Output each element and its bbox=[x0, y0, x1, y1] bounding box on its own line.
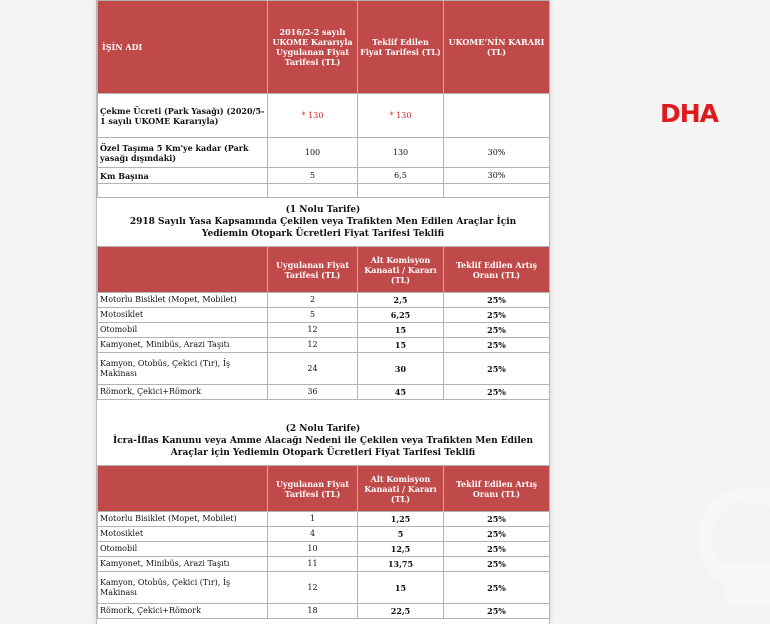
tariff-1-table bbox=[97, 246, 550, 400]
dha-logo: DHA bbox=[660, 99, 719, 128]
table-row bbox=[98, 353, 550, 385]
table-row bbox=[98, 94, 550, 138]
tariff-1-line-2: Yediemin Otopark Ücretleri Fiyat Tarifesi Teklifi bbox=[201, 229, 445, 239]
cell-value: 13,75 bbox=[358, 557, 444, 572]
header-cell: Uygulanan Fiyat Tarifesi (TL) bbox=[268, 466, 358, 512]
cell-value: 25% bbox=[444, 527, 550, 542]
header-cell: Alt Komisyon Kanaati / Kararı (TL) bbox=[358, 247, 444, 293]
table-header-row bbox=[98, 466, 550, 512]
cell-value: 5 bbox=[268, 168, 358, 184]
table-row bbox=[98, 572, 550, 604]
cell-value: 12,5 bbox=[358, 542, 444, 557]
row-label: Motorlu Bisiklet (Mopet, Mobilet) bbox=[98, 293, 268, 308]
row-label: Kamyon, Otobüs, Çekici (Tır), İş Makinası bbox=[98, 572, 268, 604]
header-cell bbox=[98, 247, 268, 293]
cell-value: 12 bbox=[268, 572, 358, 604]
cell-value: 12 bbox=[268, 338, 358, 353]
cell-value: 36 bbox=[268, 385, 358, 400]
cell-value: 30 bbox=[358, 353, 444, 385]
header-cell: Teklif Edilen Artış Oranı (TL) bbox=[444, 466, 550, 512]
row-label: Otomobil bbox=[98, 323, 268, 338]
cell-value: 24 bbox=[268, 353, 358, 385]
cell-value: 6,5 bbox=[358, 168, 444, 184]
row-label: Kamyon, Otobüs, Çekici (Tır), İş Makinası bbox=[98, 353, 268, 385]
table-row bbox=[98, 527, 550, 542]
cell-value: 15 bbox=[358, 572, 444, 604]
tariff-1-title: (1 Nolu Tarife) bbox=[285, 205, 361, 215]
header-cell bbox=[98, 466, 268, 512]
table-header-row bbox=[98, 247, 550, 293]
row-label: Otomobil bbox=[98, 542, 268, 557]
cell-value: * 130 bbox=[358, 94, 444, 138]
cell-value: 25% bbox=[444, 542, 550, 557]
tariff-2-line-1: İcra-İflas Kanunu veya Amme Alacağı Nedeni ile Çekilen veya Trafikten Men Edilen bbox=[112, 436, 534, 446]
table-row bbox=[98, 604, 550, 619]
cell-value: 25% bbox=[444, 293, 550, 308]
header-cell: Teklif Edilen Fiyat Tarifesi (TL) bbox=[358, 1, 444, 94]
cell-value: 18 bbox=[268, 604, 358, 619]
table-row bbox=[98, 385, 550, 400]
cell-value: 5 bbox=[358, 527, 444, 542]
cell-value: 10 bbox=[268, 542, 358, 557]
cell-value: 25% bbox=[444, 572, 550, 604]
row-label: Römork, Çekici+Römork bbox=[98, 604, 268, 619]
table-row bbox=[98, 293, 550, 308]
row-label: Römork, Çekici+Römork bbox=[98, 385, 268, 400]
row-label: Kamyonet, Minibüs, Arazi Taşıtı bbox=[98, 557, 268, 572]
header-cell: UKOME’NİN KARARI (TL) bbox=[444, 1, 550, 94]
header-cell: 2016/2-2 sayılı UKOME Kararıyla Uygulanan Fiyat Tarifesi (TL) bbox=[268, 1, 358, 94]
table-row bbox=[98, 512, 550, 527]
row-label: Çekme Ücreti (Park Yasağı) (2020/5-1 sayılı UKOME Kararıyla) bbox=[98, 94, 268, 138]
tariff-1-caption bbox=[97, 204, 549, 240]
table-spacer-row bbox=[98, 184, 550, 198]
row-label: Özel Taşıma 5 Km'ye kadar (Park yasağı dışındaki) bbox=[98, 138, 268, 168]
table-row bbox=[98, 338, 550, 353]
cell-value: 1,25 bbox=[358, 512, 444, 527]
cell-value: 15 bbox=[358, 323, 444, 338]
table-header-row bbox=[98, 1, 550, 94]
cell-value: 2,5 bbox=[358, 293, 444, 308]
tariff-2-line-2: Araçlar için Yediemin Otopark Ücretleri Fiyat Tarifesi Teklifi bbox=[170, 448, 476, 458]
cell-value: 11 bbox=[268, 557, 358, 572]
cell-value: 25% bbox=[444, 512, 550, 527]
cell-value: 22,5 bbox=[358, 604, 444, 619]
cell-value: 4 bbox=[268, 527, 358, 542]
tariff-2-caption bbox=[97, 423, 549, 459]
cell-value: 15 bbox=[358, 338, 444, 353]
row-label: Motosiklet bbox=[98, 527, 268, 542]
row-label: Km Başına bbox=[98, 168, 268, 184]
cell-value: 30% bbox=[444, 138, 550, 168]
cell-value: 1 bbox=[268, 512, 358, 527]
table-row bbox=[98, 308, 550, 323]
document-page bbox=[96, 0, 550, 624]
table-row bbox=[98, 168, 550, 184]
cell-value: 25% bbox=[444, 353, 550, 385]
cell-value: 25% bbox=[444, 385, 550, 400]
table-row bbox=[98, 138, 550, 168]
cell-value: 25% bbox=[444, 557, 550, 572]
cell-value: 130 bbox=[358, 138, 444, 168]
ukome-tariff-table bbox=[97, 0, 550, 198]
watermark-icon bbox=[680, 484, 770, 614]
table-row bbox=[98, 542, 550, 557]
table-row bbox=[98, 323, 550, 338]
row-label: Kamyonet, Minibüs, Arazi Taşıtı bbox=[98, 338, 268, 353]
cell-value: 25% bbox=[444, 308, 550, 323]
cell-value: 30% bbox=[444, 168, 550, 184]
row-label: Motosiklet bbox=[98, 308, 268, 323]
cell-value bbox=[444, 94, 550, 138]
cell-value: 5 bbox=[268, 308, 358, 323]
header-cell: Uygulanan Fiyat Tarifesi (TL) bbox=[268, 247, 358, 293]
cell-value: 25% bbox=[444, 323, 550, 338]
cell-value: 100 bbox=[268, 138, 358, 168]
header-cell: Alt Komisyon Kanaati / Kararı (TL) bbox=[358, 466, 444, 512]
cell-value: 2 bbox=[268, 293, 358, 308]
tariff-2-title: (2 Nolu Tarife) bbox=[285, 424, 361, 434]
cell-value: 25% bbox=[444, 604, 550, 619]
cell-value: 25% bbox=[444, 338, 550, 353]
tariff-1-line-1: 2918 Sayılı Yasa Kapsamında Çekilen veya Trafikten Men Edilen Araçlar İçin bbox=[129, 217, 517, 227]
cell-value: 12 bbox=[268, 323, 358, 338]
header-cell: İŞİN ADI bbox=[98, 1, 268, 94]
cell-value: 45 bbox=[358, 385, 444, 400]
table-row bbox=[98, 557, 550, 572]
cell-value: * 130 bbox=[268, 94, 358, 138]
header-cell: Teklif Edilen Artış Oranı (TL) bbox=[444, 247, 550, 293]
cell-value: 6,25 bbox=[358, 308, 444, 323]
tariff-2-table bbox=[97, 465, 550, 619]
row-label: Motorlu Bisiklet (Mopet, Mobilet) bbox=[98, 512, 268, 527]
